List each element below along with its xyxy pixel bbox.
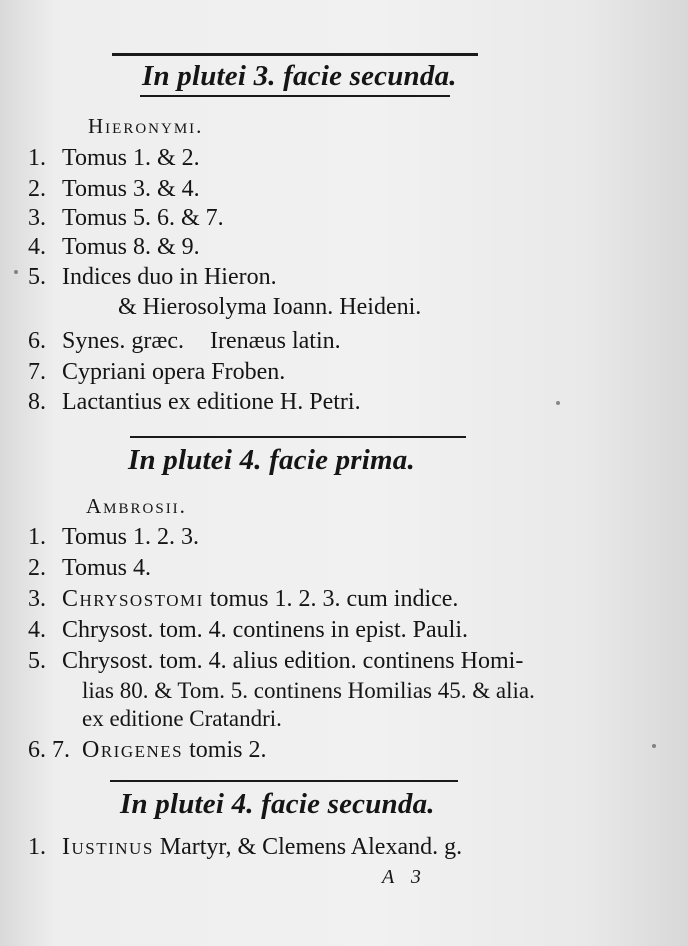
list-item (28, 329, 341, 353)
author-name: Iustinus (62, 834, 154, 860)
item-number: 1. (28, 834, 46, 860)
item-text: Martyr, & Clemens Alexand. g. (153, 834, 463, 860)
item-text: Cypriani opera Froben. (62, 359, 286, 385)
author-heading: Ambrosii. (86, 494, 187, 518)
item-number: 5. (28, 264, 46, 290)
section-heading: In plutei 3. facie secunda. (142, 60, 457, 92)
list-item (28, 146, 200, 170)
section-rule (110, 780, 458, 782)
item-number: 1. (28, 145, 46, 171)
section-rule (130, 436, 466, 438)
ink-speck (652, 744, 656, 748)
item-number: 3. (28, 205, 46, 231)
item-number: 8. (28, 389, 46, 415)
item-text: Tomus 3. & 4. (62, 176, 200, 202)
item-text: Lactantius ex editione H. Petri. (62, 389, 361, 415)
section-heading: In plutei 4. facie prima. (128, 444, 415, 476)
item-continuation: lias 80. & Tom. 5. continens Homilias 45. & alia. (82, 678, 535, 703)
item-text: tomus 1. 2. 3. cum indice. (203, 586, 459, 612)
list-item (28, 235, 200, 259)
item-number: 5. (28, 648, 46, 674)
author-name: Chrysostomi (62, 586, 204, 612)
item-number: 4. (28, 617, 46, 643)
item-text: Tomus 8. & 9. (62, 234, 200, 260)
list-item (28, 587, 458, 611)
list-item (28, 360, 285, 384)
item-number: 1. (28, 524, 46, 550)
list-item (28, 556, 151, 580)
item-number: 6. (28, 328, 46, 354)
item-number: 2. (28, 555, 46, 581)
item-continuation: & Hierosolyma Ioann. Heideni. (118, 294, 422, 320)
list-item (28, 390, 361, 414)
item-text: Tomus 4. (62, 555, 151, 581)
item-text: Tomus 1. 2. 3. (62, 524, 199, 550)
item-text: Indices duo in Hieron. (62, 264, 277, 290)
item-number: 7. (28, 359, 46, 385)
list-item (28, 649, 523, 673)
ink-speck (556, 401, 560, 405)
item-number: 2. (28, 176, 46, 202)
item-text: Chrysost. tom. 4. continens in epist. Pauli. (62, 617, 468, 643)
list-item (28, 835, 462, 859)
section-rule (112, 53, 478, 56)
author-name: Origenes (82, 737, 184, 763)
item-text: Chrysost. tom. 4. alius edition. continens Homi- (62, 648, 524, 674)
list-item (28, 618, 468, 642)
section-heading: In plutei 4. facie secunda. (120, 788, 435, 820)
list-item (28, 525, 199, 549)
author-heading: Hieronymi. (88, 114, 204, 138)
item-text: Tomus 1. & 2. (62, 145, 200, 171)
item-continuation: ex editione Cratandri. (82, 706, 282, 731)
item-text-secondary: Irenæus latin. (210, 328, 341, 354)
signature-mark: A 3 (382, 866, 427, 888)
item-number: 4. (28, 234, 46, 260)
list-item (28, 177, 200, 201)
section-underline (140, 95, 450, 97)
list-item (28, 738, 266, 762)
item-text: tomis 2. (183, 737, 267, 763)
item-number: 3. (28, 586, 46, 612)
item-number: 6. 7. (28, 737, 70, 763)
ink-speck (14, 270, 18, 274)
list-item (28, 265, 277, 289)
list-item (28, 206, 224, 230)
item-text: Tomus 5. 6. & 7. (62, 205, 224, 231)
item-text: Synes. græc. (62, 328, 184, 354)
